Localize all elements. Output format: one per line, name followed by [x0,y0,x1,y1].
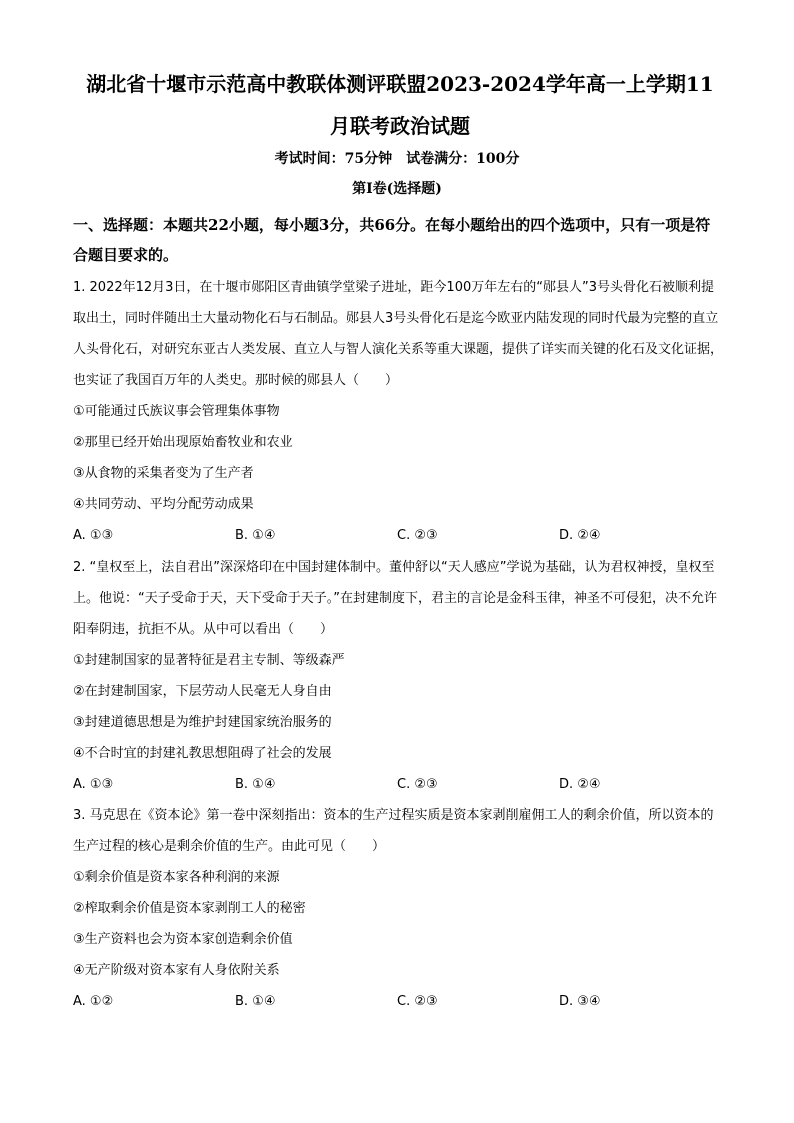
option-a: A. ①③ [73,777,114,792]
statement-item: ②榨取剩余价值是资本家剥削工人的秘密 [73,901,306,916]
option-a: A. ①③ [73,528,114,543]
statement-item: ③生产资料也会为资本家创造剩余价值 [73,932,293,947]
question-2 [73,552,723,800]
question-stem: 2. “皇权至上，法自君出”深深烙印在中国封建体制中。董仲舒以“天人感应”学说为基础，认为君权神授，皇权至上。他说：“天子受命于天，天下受命于天子。”在封建制度下，君主的言论是金科玉律，神圣不可侵犯，决不允许阳奉阴违，抗拒不从。从中可以看出（ ） [73,560,717,637]
volume-heading: 第Ⅰ卷(选择题) [352,181,442,197]
statement-item: ④不合时宜的封建礼教思想阻碍了社会的发展 [73,746,332,761]
statement-item: ②那里已经开始出现原始畜牧业和农业 [73,435,293,450]
question-1 [73,272,723,551]
statement-item: ②在封建制国家，下层劳动人民毫无人身自由 [73,684,332,699]
question-stem: 3. 马克思在《资本论》第一卷中深刻指出：资本的生产过程实质是资本家剥削雇佣工人的剩余价值，所以资本的生产过程的核心是剩余价值的生产。由此可见（ ） [73,808,714,854]
option-c: C. ②③ [397,528,438,543]
exam-title-line-1: 湖北省十堰市示范高中教联体测评联盟2023-2024学年高一上学期11 [86,72,714,96]
option-c: C. ②③ [397,777,438,792]
answer-options [73,520,723,551]
statement-item: ③封建道德思想是为维护封建国家统治服务的 [73,715,332,730]
answer-options [73,986,723,1017]
option-d: D. ③④ [559,994,601,1009]
statement-item: ①剩余价值是资本家各种利润的来源 [73,870,280,885]
option-b: B. ①④ [235,994,276,1009]
option-d: D. ②④ [559,528,601,543]
option-b: B. ①④ [235,777,276,792]
answer-options [73,769,723,800]
exam-info: 考试时间：75分钟 试卷满分：100分 [274,151,520,167]
option-d: D. ②④ [559,777,601,792]
option-a: A. ①② [73,994,114,1009]
question-3 [73,800,723,1017]
statement-item: ④共同劳动、平均分配劳动成果 [73,497,254,512]
statement-item: ①封建制国家的显著特征是君主专制、等级森严 [73,653,345,668]
statement-item: ③从食物的采集者变为了生产者 [73,466,254,481]
statement-item: ④无产阶级对资本家有人身依附关系 [73,963,280,978]
statement-item: ①可能通过氏族议事会管理集体事物 [73,404,280,419]
section-header: 一、选择题：本题共22小题，每小题3分，共66分。在每小题给出的四个选项中，只有一项是符合题目要求的。 [73,216,711,264]
exam-title-line-2: 月联考政治试题 [330,114,470,138]
option-b: B. ①④ [235,528,276,543]
option-c: C. ②③ [397,994,438,1009]
question-stem: 1. 2022年12月3日，在十堰市郧阳区青曲镇学堂梁子进址，距今100万年左右的“郧县人”3号头骨化石被顺利提取出土，同时伴随出土大量动物化石与石制品。郧县人3号头骨化石是迄今欧亚内陆发现的同时代最为完整的直立人头骨化石，对研究东亚古人类发展、直立人与智人演化关系等重大课题，提供了详实而关键的化石及文化证据，也实证了我国百万年的人类史。那时候的郧县人（ ） [73,280,724,388]
